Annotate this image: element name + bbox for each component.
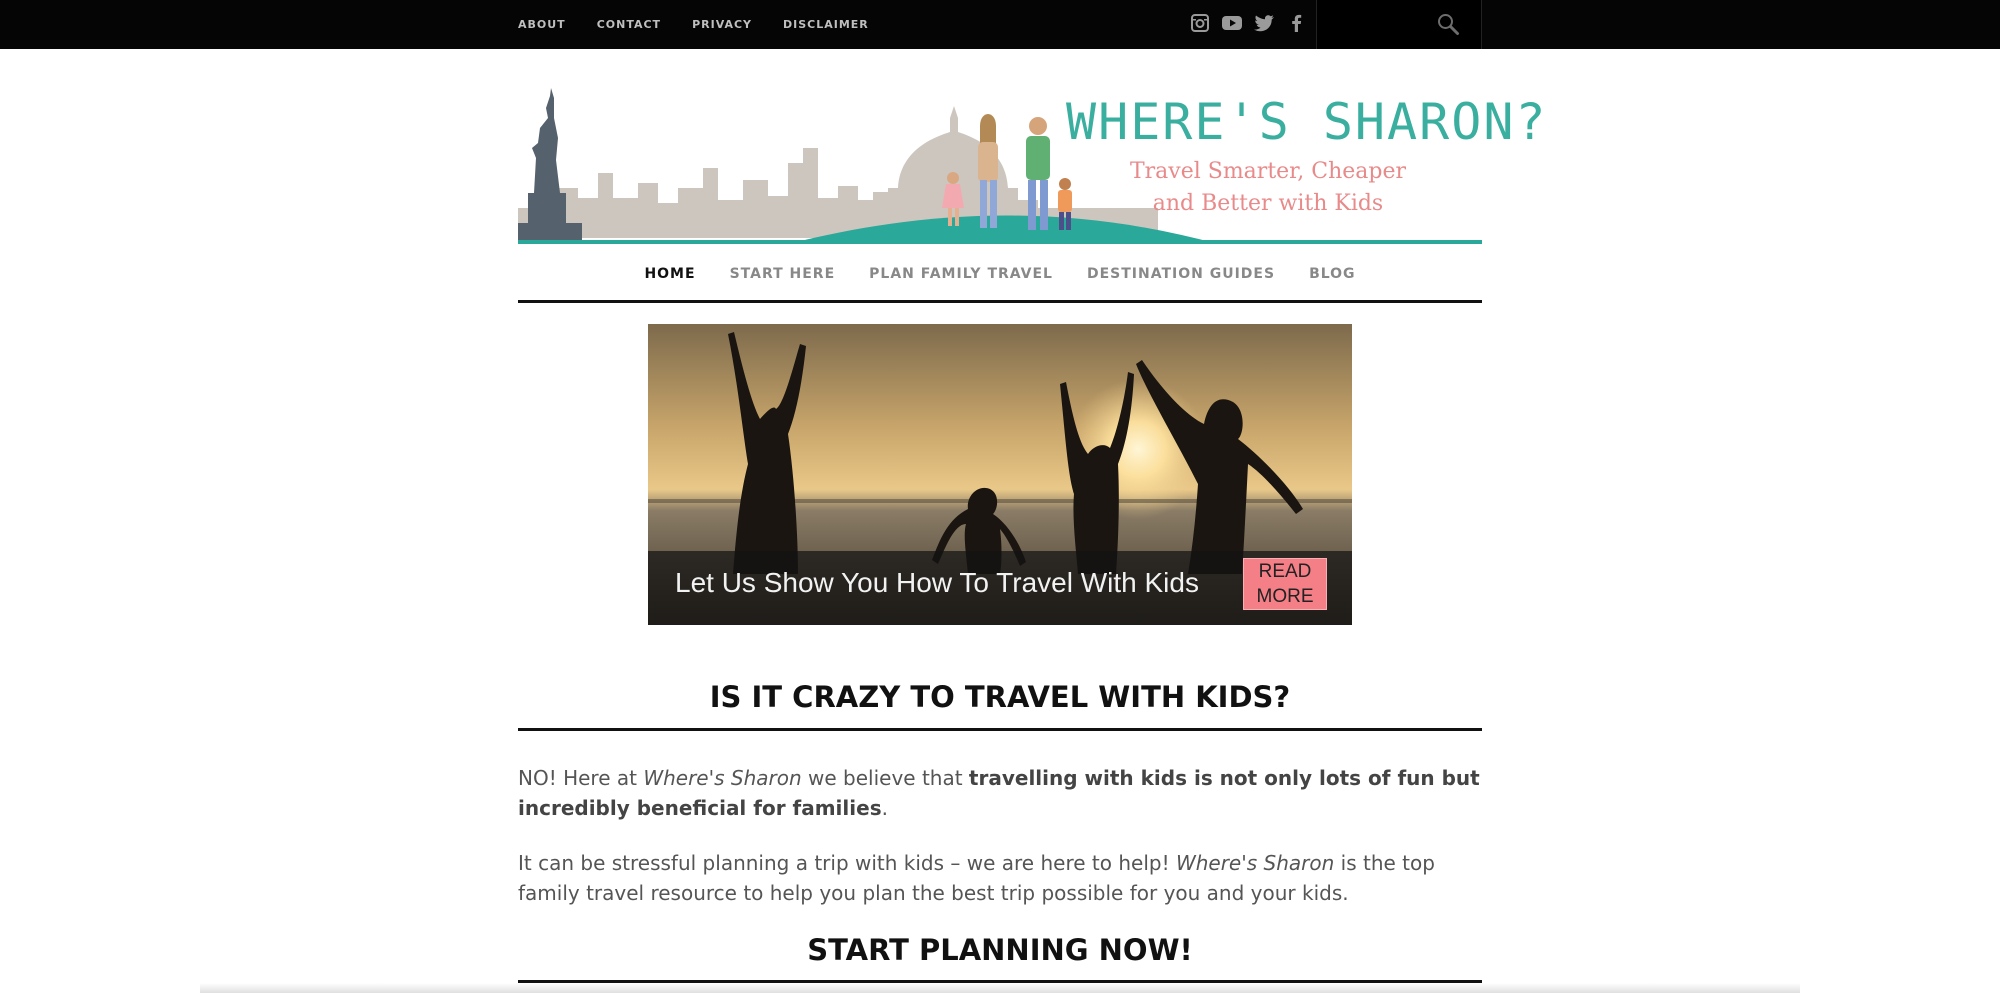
facebook-icon[interactable] [1285, 12, 1307, 34]
social-links [1189, 12, 1317, 34]
twitter-icon[interactable] [1253, 12, 1275, 34]
site-tagline [1078, 156, 1458, 220]
brand-name: Where's Sharon [643, 766, 802, 790]
top-nav-privacy[interactable]: PRIVACY [692, 18, 753, 31]
top-nav-about[interactable]: ABOUT [518, 18, 566, 31]
section-heading-crazy: IS IT CRAZY TO TRAVEL WITH KIDS? [518, 680, 1482, 731]
youtube-icon[interactable] [1221, 12, 1243, 34]
search-icon[interactable] [1437, 13, 1459, 39]
main-nav [518, 255, 1482, 303]
section-heading-start-planning: START PLANNING NOW! [518, 933, 1482, 983]
site-header-banner[interactable] [518, 88, 1548, 244]
hero-slide[interactable] [648, 324, 1352, 625]
nav-home[interactable]: HOME [644, 266, 696, 282]
top-nav-disclaimer[interactable]: DISCLAIMER [783, 18, 869, 31]
nav-plan-family-travel[interactable]: PLAN FAMILY TRAVEL [869, 266, 1053, 282]
bottom-shadow [200, 983, 1800, 993]
instagram-icon[interactable] [1189, 12, 1211, 34]
hero-caption-bar [648, 551, 1352, 625]
site-title: WHERE'S SHARON? [1066, 93, 1548, 151]
tagline-line-2: and Better with Kids [1152, 191, 1384, 216]
tagline-line-1: Travel Smarter, Cheaper [1129, 159, 1407, 184]
search-box[interactable] [1316, 0, 1482, 49]
hero-caption: Let Us Show You How To Travel With Kids [675, 567, 1199, 598]
top-nav-contact[interactable]: CONTACT [596, 18, 662, 31]
top-nav [518, 0, 900, 49]
nav-destination-guides[interactable]: DESTINATION GUIDES [1086, 266, 1276, 282]
nav-start-here[interactable]: START HERE [729, 266, 836, 282]
intro-paragraph-1: NO! Here at Where's Sharon we believe that travelling with kids is not only lots of fun but incredibly beneficial for families. [518, 766, 1480, 820]
intro-paragraph-2: It can be stressful planning a trip with kids – we are here to help! Where's Sharon is the top family travel resource to help you plan the best trip possible for you and your kids. [518, 851, 1435, 905]
read-more-button[interactable] [1243, 558, 1327, 610]
brand-name: Where's Sharon [1175, 851, 1335, 875]
key-message: travelling with kids is not only lots of fun but incredibly beneficial for families [518, 766, 1480, 820]
top-bar [0, 0, 2000, 49]
nav-blog[interactable]: BLOG [1309, 266, 1356, 282]
read-more-label: READ MORE [1256, 561, 1314, 607]
